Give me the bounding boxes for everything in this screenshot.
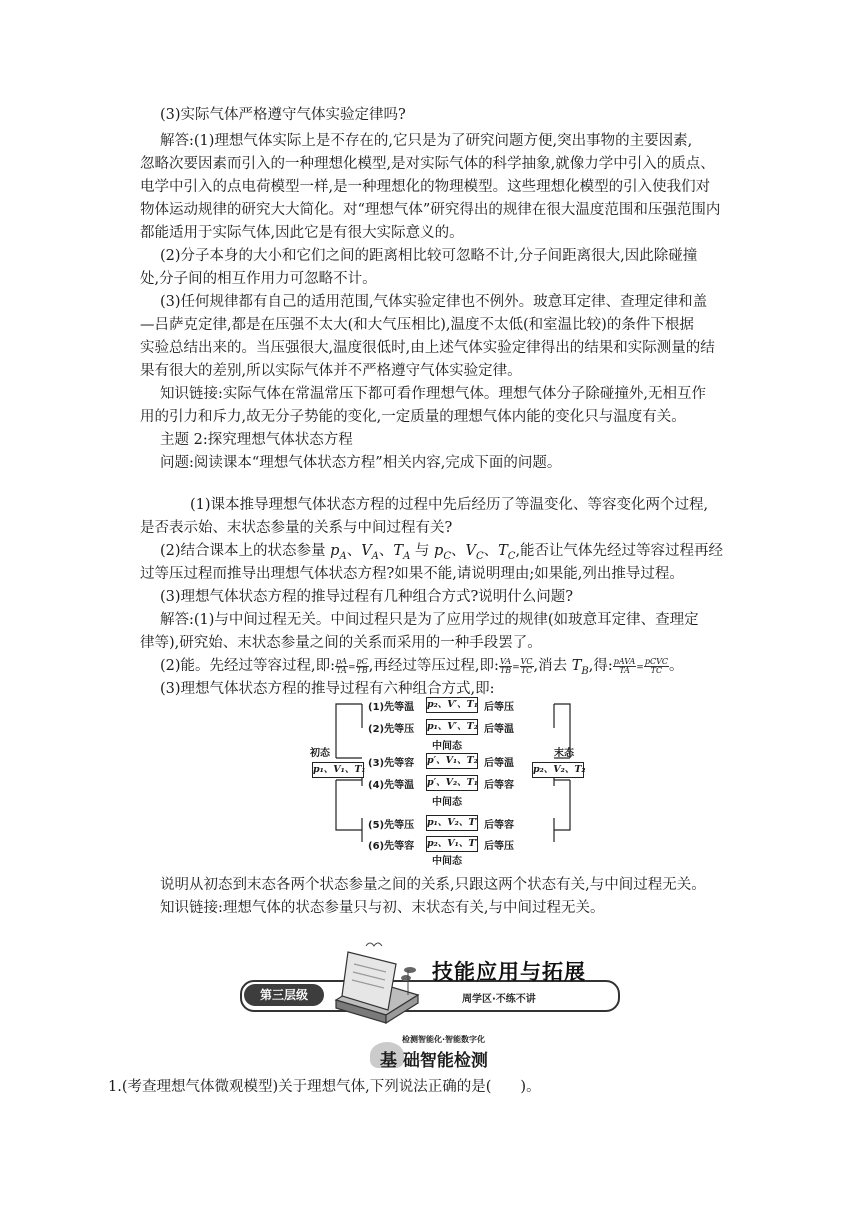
topic-2-heading: 主题 2:探究理想气体状态方程 [160, 432, 353, 448]
symbol-pA: $p_A$ [330, 543, 347, 562]
formula-result: $\frac{\text{pAVA}}{TA}$ [613, 656, 636, 675]
problem-intro: 问题:阅读课本“理想气体状态方程”相关内容,完成下面的问题。 [160, 455, 562, 471]
conclusion: 说明从初态到末态各两个状态参量之间的关系,只跟这两个状态有关,与中间过程无关。 [160, 877, 706, 893]
path-5-second-step: 后等容 [484, 820, 514, 831]
path-5-intermediate-box: p₁、V₂、T′ [426, 815, 478, 831]
answer-2-line-1: (2)分子本身的大小和它们之间的距离相比较可忽略不计,分子间距离很大,因此除碰撞 [160, 248, 698, 264]
answer-3-line-4: 果有很大的差别,所以实际气体并不严格遵守气体实验定律。 [140, 363, 522, 379]
book-illustration-icon [326, 940, 426, 1030]
sub-header-tagline: 检测智能化·智能数字化 [402, 1035, 486, 1044]
intermediate-label-1: 中间态 [432, 741, 462, 752]
answer-3-line-2: —吕萨克定律,都是在压强不太大(和大气压相比),温度不太低(和室温比较)的条件下根据 [140, 317, 694, 333]
solution-1-line-1: 解答:(1)与中间过程无关。中间过程只是为了应用学过的规律(如玻意耳定律、查理定 [160, 612, 699, 628]
symbol-TB: $T_B$ [571, 658, 589, 677]
knowledge-link-2: 知识链接:理想气体的状态参量只与初、末状态有关,与中间过程无关。 [160, 900, 605, 916]
knowledge-link-1-line-1: 知识链接:实际气体在常温常压下都可看作理想气体。理想气体分子除碰撞外,无相互作 [160, 386, 706, 402]
path-1-intermediate-box: p₂、V′、T₁ [426, 697, 478, 713]
path-3-intermediate-box: p′、V₁、T₂ [426, 753, 478, 769]
symbol-TC: $T_C$ [498, 543, 516, 562]
question-3: (3)实际气体严格遵守气体实验定律吗? [160, 107, 406, 123]
path-6-second-step: 后等压 [484, 841, 514, 852]
section-banner [240, 940, 620, 1030]
sub-header-title: 基 础智能检测 [380, 1051, 488, 1071]
symbol-pC: $p_C$ [434, 543, 451, 562]
level-badge: 第三层级 [244, 984, 324, 1006]
answer-3-line-1: (3)任何规律都有自己的适用范围,气体实验定律也不例外。玻意耳定律、查理定律和盖 [160, 294, 708, 310]
answer-1-line-1: 解答:(1)理想气体实际上是不存在的,它只是为了研究问题方便,突出事物的主要因素, [160, 133, 693, 149]
problem-2-line-1: (2)结合课本上的状态参量 $p_A$、$V_A$、$T_A$ 与 $p_C$、$V_C$、$T_C$,能否让气体先经过等容过程再经 [160, 543, 724, 562]
problem-1-line-2: 是否表示始、末状态参量的关系与中间过程有关? [140, 520, 453, 536]
problem-2-line-2: 过等压过程而推导出理想气体状态方程?如果不能,请说明理由;如果能,列出推导过程。 [140, 566, 684, 582]
path-5-first-step: (5)先等压 [368, 820, 415, 831]
problem-1-line-1: (1)课本推导理想气体状态方程的过程中先后经历了等温变化、等容变化两个过程, [190, 497, 709, 513]
path-3-second-step: 后等温 [484, 758, 514, 769]
state-transition-diagram [306, 692, 596, 867]
intermediate-label-2: 中间态 [432, 797, 462, 808]
intermediate-label-3: 中间态 [432, 856, 462, 867]
answer-2-line-2: 处,分子间的相互作用力可忽略不计。 [140, 271, 377, 287]
initial-state-box: p₁、V₁、T₁ [312, 762, 364, 778]
formula-isochoric: $\frac{pA}{TA}$ [336, 656, 347, 675]
question-1: 1.(考查理想气体微观模型)关于理想气体,下列说法正确的是( )。 [108, 1079, 541, 1095]
initial-state-label: 初态 [310, 748, 330, 759]
symbol-TA: $T_A$ [393, 543, 411, 562]
path-3-first-step: (3)先等容 [368, 758, 415, 769]
answer-1-line-4: 物体运动规律的研究大大简化。对“理想气体”研究得出的规律在很大温度范围和压强范围内 [140, 202, 721, 218]
knowledge-link-1-line-2: 用的引力和斥力,故无分子势能的变化,一定质量的理想气体内能的变化只与温度有关。 [140, 409, 686, 425]
symbol-VC: $V_C$ [465, 543, 484, 562]
path-6-intermediate-box: p₂、V₁、T′ [426, 836, 478, 852]
final-state-label: 末态 [554, 748, 574, 759]
formula-isobaric: $\frac{VA}{TB}$ [499, 656, 512, 675]
sub-section-header [370, 1034, 510, 1074]
path-4-intermediate-box: p′、V₂、T₁ [426, 775, 478, 791]
banner-subtitle: 周学区·不练不讲 [462, 994, 536, 1005]
solution-3: (3)理想气体状态方程的推导过程有六种组合方式,即: [160, 681, 495, 697]
answer-1-line-2: 忽略次要因素而引入的一种理想化模型,是对实际气体的科学抽象,就像力学中引入的质点、 [140, 156, 715, 172]
solution-1-line-2: 律等),研究始、末状态参量之间的关系而采用的一种手段罢了。 [140, 635, 542, 651]
path-4-second-step: 后等容 [484, 780, 514, 791]
path-4-first-step: (4)先等温 [368, 780, 415, 791]
answer-3-line-3: 实验总结出来的。当压强很大,温度很低时,由上述气体实验定律得出的结果和实际测量的结 [140, 340, 715, 356]
path-2-intermediate-box: p₁、V′、T₂ [426, 719, 478, 735]
solution-2: (2)能。先经过等容过程,即: $\frac{pA}{TA}$ = $\frac{pC}{TB}$ ,再经过等压过程,即: $\frac{VA}{TB}$ = $\frac{VC}{TC}$ ,消去 $T_B$,得: $\frac{\text{pAVA}}{TA}$ = $\frac{\text{pCVC}}{TC}$ 。 [160, 656, 684, 677]
path-2-second-step: 后等温 [484, 724, 514, 735]
answer-1-line-3: 电学中引入的点电荷模型一样,是一种理想化的物理模型。这些理想化模型的引入使我们对 [140, 179, 711, 195]
final-state-box: p₂、V₂、T₂ [532, 762, 584, 778]
banner-title: 技能应用与拓展 [432, 960, 586, 984]
answer-1-line-5: 都能适用于实际气体,因此它是有很大实际意义的。 [140, 225, 464, 241]
path-6-first-step: (6)先等容 [368, 841, 415, 852]
problem-3: (3)理想气体状态方程的推导过程有几种组合方式?说明什么问题? [160, 589, 574, 605]
path-1-second-step: 后等压 [484, 702, 514, 713]
path-1-first-step: (1)先等温 [368, 702, 415, 713]
symbol-VA: $V_A$ [361, 543, 379, 562]
path-2-first-step: (2)先等压 [368, 724, 415, 735]
